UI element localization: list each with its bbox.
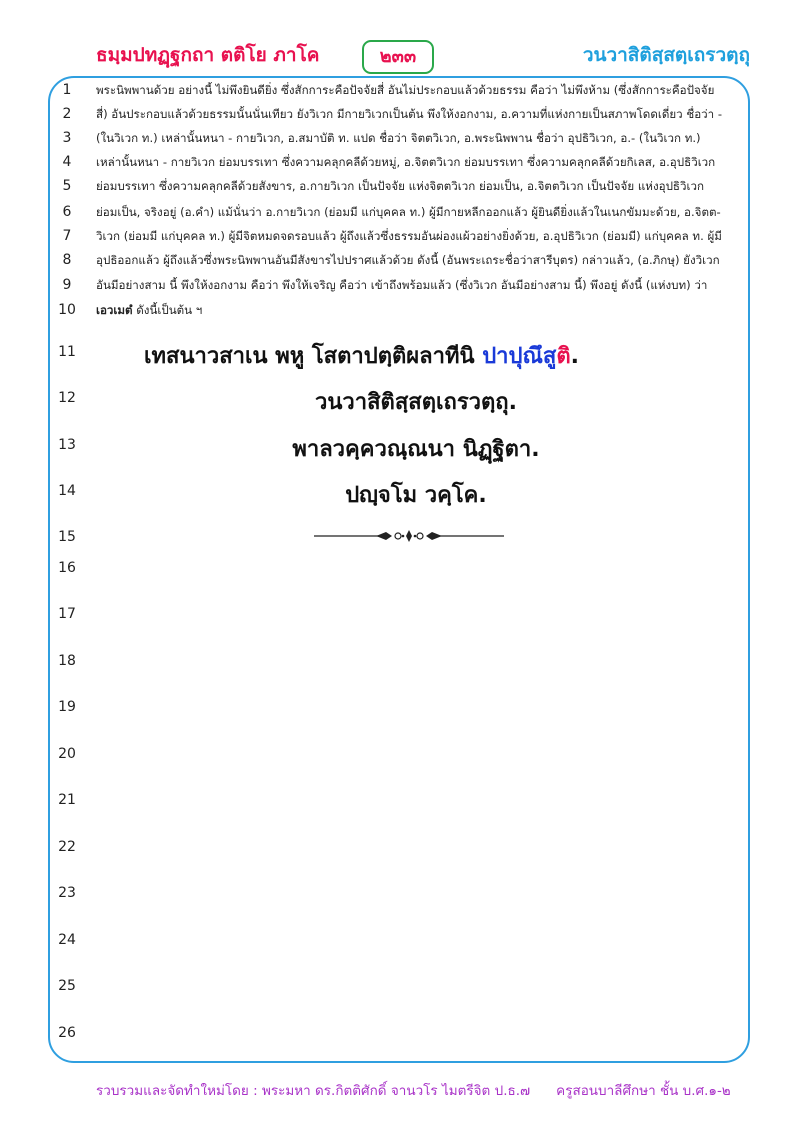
footer-author: รวบรวมและจัดทำใหม่โดย : พระมหา ดร.กิตติศักดิ์ จานวโร ไมตรีจิต ป.ธ.๗ — [96, 1083, 531, 1099]
book-title: ธมฺมปทฏฺฐกถา ตติโย ภาโค — [96, 44, 320, 66]
line-number: 2 — [62, 106, 72, 122]
line-number: 16 — [58, 560, 76, 576]
verse-line — [96, 338, 736, 373]
page-number-box: ๒๓๓ — [362, 40, 434, 74]
line-number: 23 — [58, 885, 76, 901]
page-frame — [48, 76, 750, 1063]
text-line: อันมีอย่างสาม นี้ พึงให้งอกงาม คือว่า พึงให้เจริญ คือว่า เข้าถึงพร้อมแล้ว (ซึ่งวิเวก อันมีอย่างสาม นี้) พึงอยู่ ดังนี้ (แห่งบท) ว่า — [96, 278, 708, 292]
bold-keyword: เอวเมตํ — [96, 303, 133, 317]
line-number: 15 — [58, 529, 76, 545]
footer-teacher: ครูสอนบาลีศึกษา ชั้น บ.ศ.๑-๒ — [556, 1083, 731, 1099]
line-number: 17 — [58, 606, 76, 622]
line-number: 22 — [58, 839, 76, 855]
text-line: วิเวก (ย่อมมี แก่บุคคล ท.) ผู้มีจิตหมดจดรอบแล้ว ผู้ถึงแล้วซึ่งธรรมอันผ่องแผ้วอย่างยิ่งด้วย, อ.อุปธิวิเวก (ย่อมมี) แก่บุคคล ท. ผู้มี — [96, 229, 722, 243]
line-number: 3 — [62, 130, 72, 146]
line-number: 13 — [58, 437, 76, 453]
line-number: 6 — [62, 204, 72, 220]
text-line: อุปธิออกแล้ว ผู้ถึงแล้วซึ่งพระนิพพานอันมีสังขารไปปราศแล้วด้วย ดังนี้ (อันพระเถระชื่อว่าสารีบุตร) กล่าวแล้ว, (อ.ภิกษุ) ยังวิเวก — [96, 253, 720, 267]
verse-fragment: เทสนาวสาเน พหู โสตาปตฺติผลาทีนิ — [144, 344, 483, 369]
verse-line: ปญฺจโม วคฺโค. — [345, 483, 487, 508]
line-number: 25 — [58, 978, 76, 994]
text-line: พระนิพพานด้วย อย่างนี้ ไม่พึงยินดียิ่ง ซึ่งสักการะคือปัจจัยสี่ อันไม่ประกอบแล้วด้วยธรรม คือว่า ไม่พึงห้าม (ซึ่งสักการะคือปัจจัย — [96, 83, 715, 97]
text-line: เหล่านั้นหนา - กายวิเวก ย่อมบรรเทา ซึ่งความคลุกคลีด้วยหมู่, อ.จิตตวิเวก ย่อมบรรเทา ซึ่งความคลุกคลีด้วยกิเลส, อ.อุปธิวิเวก — [96, 155, 716, 169]
line-number: 18 — [58, 653, 76, 669]
text-line: สี่) อันประกอบแล้วด้วยธรรมนั้นนั่นเทียว ยังวิเวก มีกายวิเวกเป็นต้น พึงให้งอกงาม, อ.ความที่แห่งกายเป็นสภาพโดดเดี่ยว ชื่อว่า - — [96, 107, 723, 121]
line-number: 4 — [62, 154, 72, 170]
line-number: 11 — [58, 344, 76, 360]
text-line: (ในวิเวก ท.) เหล่านั้นหนา - กายวิเวก, อ.สมาบัติ ท. แปด ชื่อว่า จิตตวิเวก, อ.พระนิพพาน ชื่อว่า อุปธิวิเวก, อ.- (ในวิเวก ท.) — [96, 131, 701, 145]
line-number: 20 — [58, 746, 76, 762]
verse-line: วนวาสิติสฺสตฺเถรวตฺถุ. — [315, 390, 517, 415]
text-line: ย่อมเป็น, จริงอยู่ (อ.คำ) แม้นั่นว่า อ.กายวิเวก (ย่อมมี แก่บุคคล ท.) ผู้มีกายหลีกออกแล้ว ผู้ยินดียิ่งแล้วในเนกขัมมะด้วย, อ.จิตต- — [96, 205, 721, 219]
line-number: 1 — [62, 82, 72, 98]
verse-fragment: . — [570, 344, 579, 369]
verse-highlight-blue: ปาปุณึสู — [482, 344, 557, 369]
line-number: 10 — [58, 302, 76, 318]
line-number: 14 — [58, 483, 76, 499]
text-line — [96, 302, 736, 320]
line-number: 9 — [62, 277, 72, 293]
verse-line: พาลวคฺควณฺณนา นิฏฺฐิตา. — [292, 437, 540, 462]
text-line: ย่อมบรรเทา ซึ่งความคลุกคลีด้วยสังขาร, อ.กายวิเวก เป็นปัจจัย แห่งจิตตวิเวก ย่อมเป็น, อ.จิตตวิเวก เป็นปัจจัย แห่งอุปธิวิเวก — [96, 179, 705, 193]
ornament-divider — [314, 527, 504, 545]
line-number: 7 — [62, 228, 72, 244]
line-number: 26 — [58, 1025, 76, 1041]
text-fragment: ดังนี้เป็นต้น ฯ — [132, 303, 203, 317]
verse-highlight-red: ติ — [556, 344, 571, 369]
line-number: 24 — [58, 932, 76, 948]
footer — [96, 1079, 731, 1101]
story-title: วนวาสิติสฺสตฺเถรวตฺถุ — [582, 44, 750, 66]
line-number: 12 — [58, 390, 76, 406]
line-number: 8 — [62, 252, 72, 268]
line-number: 21 — [58, 792, 76, 808]
line-number: 5 — [62, 178, 72, 194]
line-number: 19 — [58, 699, 76, 715]
